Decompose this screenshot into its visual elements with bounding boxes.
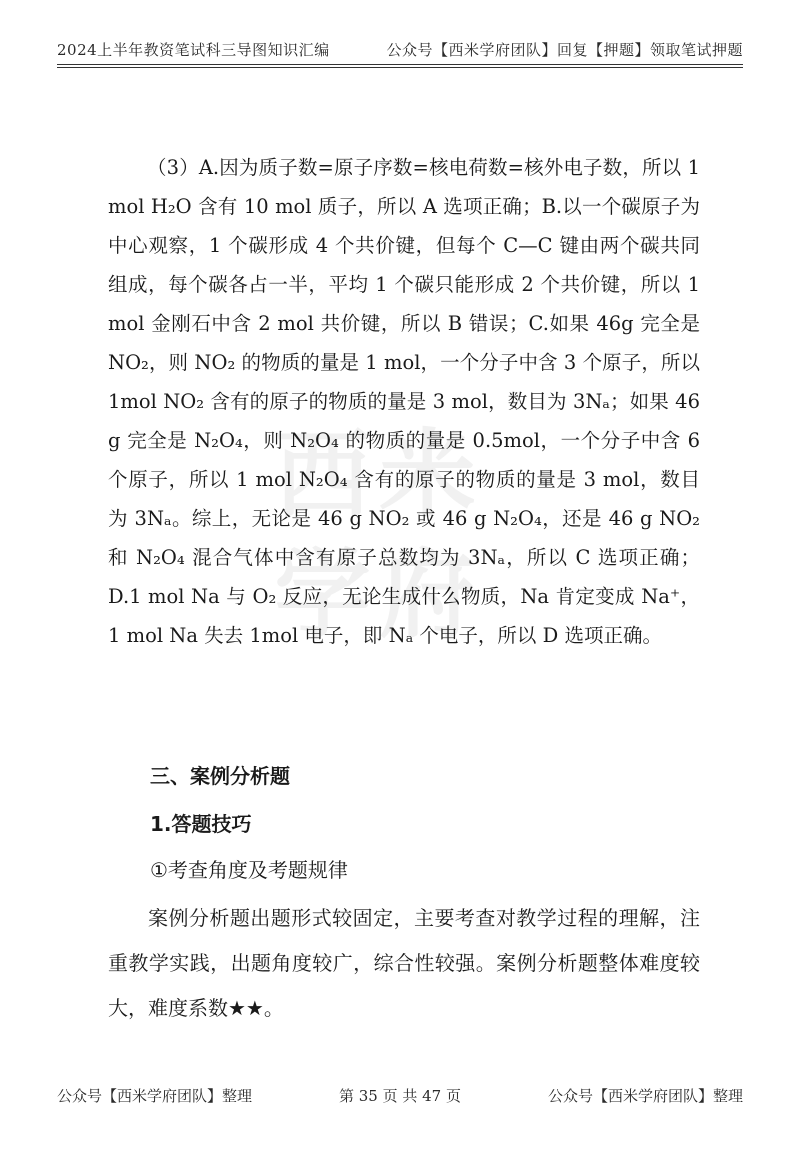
watermark-char: 学: [274, 539, 371, 651]
page-number: 第 35 页 共 47 页: [338, 1087, 461, 1105]
header-left-text: 2024上半年教资笔试科三导图知识汇编: [57, 41, 330, 59]
section-title: 三、案例分析题: [150, 764, 290, 788]
page-header: [57, 36, 743, 60]
watermark-char: 西: [274, 419, 371, 531]
case-paragraph: 案例分析题出题形式较固定，主要考查对教学过程的理解，注重教学实践，出题角度较广，综合性较强。案例分析题整体难度较大，难度系数★★。: [108, 906, 700, 1020]
header-rule: [57, 64, 743, 65]
page-footer: [57, 1085, 743, 1109]
footer-right-text: 公众号【西米学府团队】整理: [547, 1087, 743, 1105]
footer-left-text: 公众号【西米学府团队】整理: [57, 1087, 253, 1105]
watermark-char: 府: [379, 539, 476, 651]
header-rule-double: [57, 67, 743, 68]
subsection-title: 1.答题技巧: [150, 812, 252, 836]
answer-paragraph: （3）A.因为质子数=原子序数=核电荷数=核外电子数，所以 1 mol H₂O 含有 10 mol 质子，所以 A 选项正确；B.以一个碳原子为中心观察，1 个碳形成 4 个共价键，但每个 C—C 键由两个碳共同组成，每个碳各占一半，平均 1 个碳只能形成 2 个共价键，所以 1 mol 金刚石中含 2 mol 共价键，所以 B 错误；C.如果 46g 完全是 NO₂，则 NO₂ 的物质的量是 1 mol，一个分子中含 3 个原子，所以 1mol NO₂ 含有的原子的物质的量是 3 mol，数目为 3Nₐ；如果 46 g 完全是 N₂O₄，则 N₂O₄ 的物质的量是 0.5mol，一个分子中含 6 个原子，所以 1 mol N₂O₄ 含有的原子的物质的量是 3 mol，数目为 3Nₐ。综上，无论是 46 g NO₂ 或 46 g N₂O₄，还是 46 g NO₂ 和 N₂O₄ 混合气体中含有原子总数均为 3Nₐ，所以 C 选项正确；D.1 mol Na 与 O₂ 反应，无论生成什么物质，Na 肯定变成 Na⁺，1 mol Na 失去 1mol 电子，即 Nₐ 个电子，所以 D 选项正确。: [108, 156, 700, 647]
answer-block: [108, 148, 700, 655]
point-title: ①考查角度及考题规律: [150, 858, 348, 882]
watermark-char: 米: [379, 419, 476, 531]
header-right-text: 公众号【西米学府团队】回复【押题】领取笔试押题: [386, 41, 743, 59]
